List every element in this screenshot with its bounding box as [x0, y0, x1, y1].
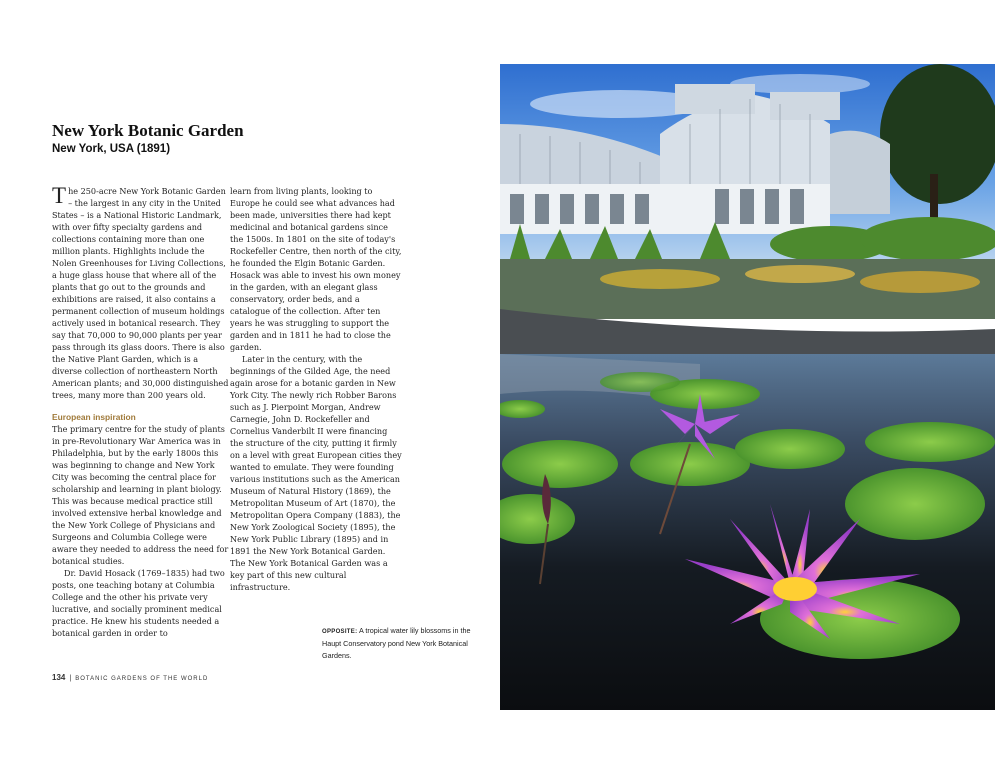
paragraph-5: Later in the century, with the beginnings of the Gilded Age, the need again arose for a botanic garden in New York City. The newly rich Robber Barons such as J. Pierpoint Morgan, Andrew Carnegie, John D. Rockefeller and Cornelius Vanderbilt II were financing the structure of the city, putting it firmly on a level with great European cities they wanted to emulate. They were founding various institutions such as the American Museum of Natural History (1869), the Metropolitan Museum of Art (1870), the Metropolitan Opera Company (1883), the New York Zoological Society (1895), the New York Public Library (1895) and in 1891 the New York Botanical Garden. The New York Botanical Garden was a key part of this new cultural infrastructure.: [230, 354, 402, 592]
caption-text: A tropical water lily blossoms in the Haupt Conservatory pond New York Botanical Gardens.: [322, 626, 471, 660]
intro-paragraph: [52, 185, 230, 401]
paragraph-2: The primary centre for the study of plants in pre-Revolutionary War America was in Philadelphia, but by the early 1800s this was beginning to change and New York City was becoming the central place for scholarship and learning in plant biology. This was because medical practice still involved extensive herbal knowledge and the New York College of Physicians and Surgeons and Columbia College were aware they needed to address the need for botanical studies.: [52, 424, 229, 566]
text-column-2: [230, 185, 402, 593]
text-column-1: [52, 185, 230, 639]
drop-cap: T: [52, 183, 67, 208]
page-number: 134: [52, 673, 66, 682]
footer-separator: |: [69, 675, 72, 682]
paragraph-3: Dr. David Hosack (1769–1835) had two posts, one teaching botany at Columbia College and the other his private very lucrative, and socially prominent medical practice. He knew his students needed a botanical garden in order to: [52, 568, 225, 638]
intro-text: he 250-acre New York Botanic Garden – the largest in any city in the United States – is a National Historic Landmark, with over fifty specialty gardens and collections containing more than one million plants. Highlights include the Nolen Greenhouses for Living Collections, a huge glass house that where all of the plants that go out to the grounds and exhibitions are raised, it also contains a permanent collection of museum holdings actively used in botanical research. They say that 70,000 to 90,000 plants per year pass through its glass doors. There is also the Native Plant Garden, which is a diverse collection of northeastern North American plants; and 30,000 distinguished trees, many more than 200 years old.: [52, 186, 229, 400]
caption-lead: OPPOSITE:: [322, 629, 358, 635]
conservatory-water-lily-photo: [500, 64, 995, 710]
page-footer: [52, 673, 208, 682]
article-subtitle: New York, USA (1891): [52, 143, 171, 155]
article-title: New York Botanic Garden: [52, 121, 244, 140]
photo-caption: [322, 625, 472, 662]
section-heading: European inspiration: [52, 412, 136, 422]
book-title: BOTANIC GARDENS OF THE WORLD: [75, 676, 209, 682]
paragraph-4: learn from living plants, looking to Europe he could see what advances had been made, universities there had kept medicinal and botanical gardens since the 1500s. In 1801 on the site of today's Rockefeller Centre, then north of the city, he founded the Elgin Botanic Garden. Hosack was able to invest his own money in the garden, with an elegant glass conservatory, order beds, and a catalogue of the collection. After ten years he was struggling to support the garden and in 1811 he had to close the garden.: [230, 186, 402, 352]
